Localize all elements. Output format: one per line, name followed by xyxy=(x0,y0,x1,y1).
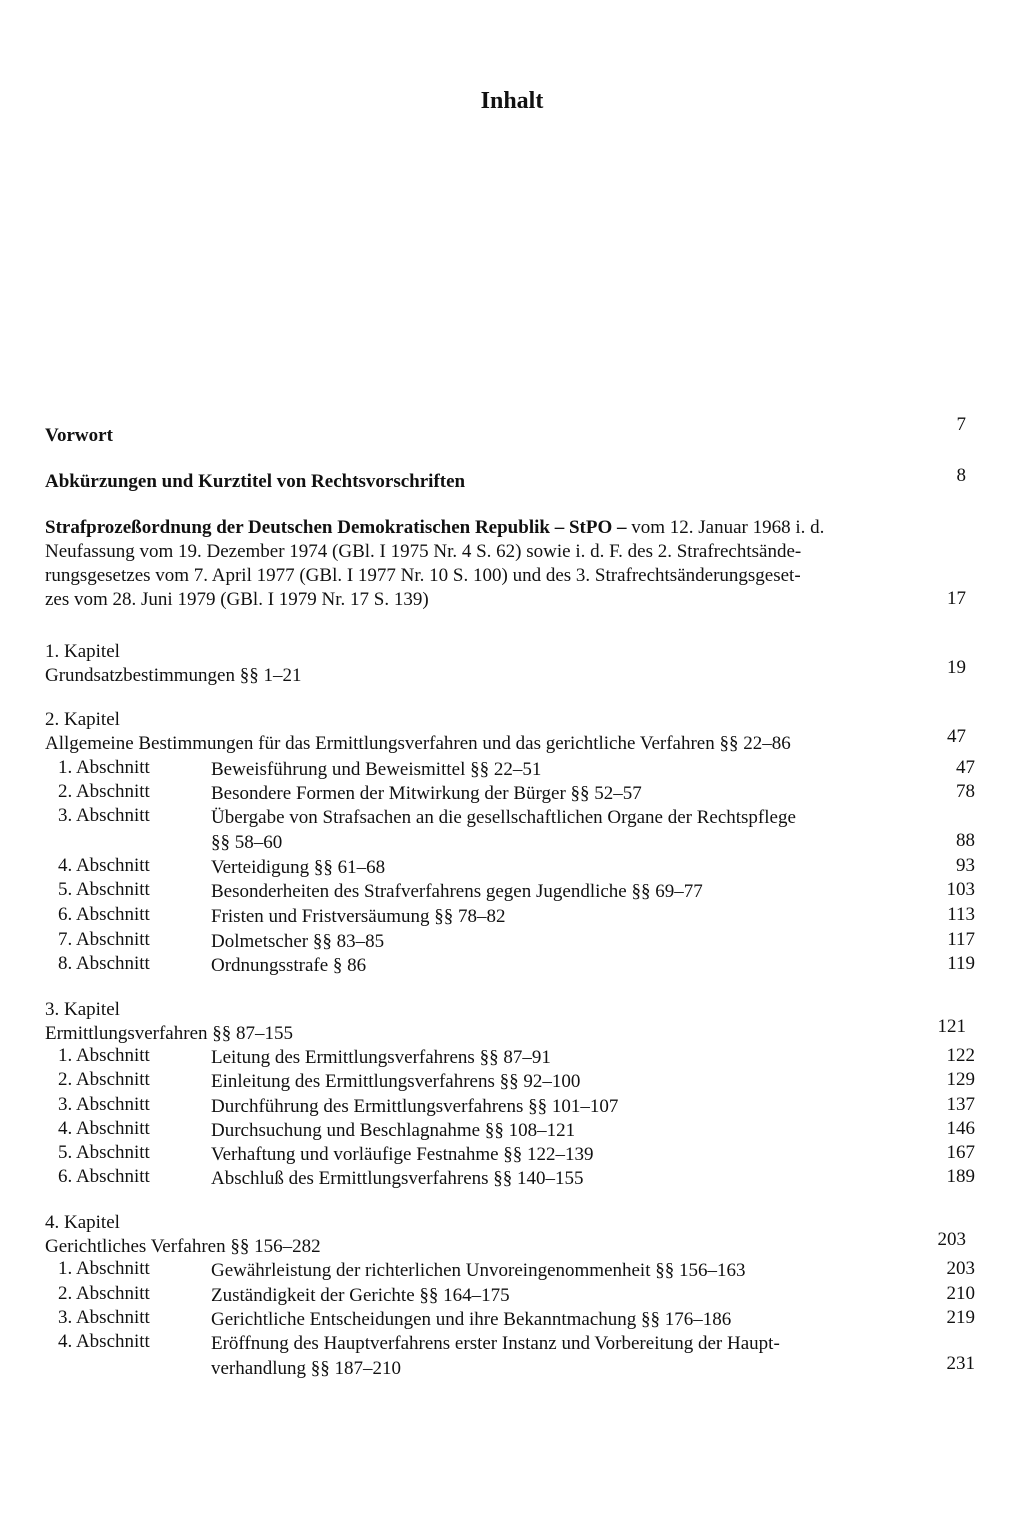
abschnitt-title: Beweisführung und Beweismittel §§ 22–51 xyxy=(211,759,542,780)
abschnitt-label: 2. Abschnitt xyxy=(58,781,150,802)
abschnitt-label: 4. Abschnitt xyxy=(58,855,150,876)
abschnitt-page: 219 xyxy=(946,1307,975,1328)
k2-abschnitt-4 xyxy=(45,855,975,880)
k4-abschnitt-3 xyxy=(45,1307,975,1332)
k3-abschnitt-1 xyxy=(45,1045,975,1070)
abschnitt-title: Eröffnung des Hauptverfahrens erster Instanz und Vorbereitung der Haupt- xyxy=(211,1333,780,1354)
abschnitt-title-cont: verhandlung §§ 187–210 xyxy=(211,1358,401,1379)
abschnitt-title: Leitung des Ermittlungsverfahrens §§ 87–91 xyxy=(211,1047,551,1068)
k3-abschnitt-5 xyxy=(45,1142,975,1167)
abschnitt-title: Durchsuchung und Beschlagnahme §§ 108–121 xyxy=(211,1120,576,1141)
abschnitt-page: 231 xyxy=(946,1353,975,1374)
abschnitt-label: 3. Abschnitt xyxy=(58,1307,150,1328)
abschnitt-title: Dolmetscher §§ 83–85 xyxy=(211,931,385,952)
abschnitt-label: 6. Abschnitt xyxy=(58,904,150,925)
abschnitt-title-block xyxy=(211,1331,911,1381)
kapitel-1-page: 19 xyxy=(947,657,966,678)
abschnitt-page: 117 xyxy=(947,929,975,950)
abschnitt-title: Abschluß des Ermittlungsverfahrens §§ 140–155 xyxy=(211,1168,584,1189)
abschnitt-page: 93 xyxy=(956,855,975,876)
abschnitt-page: 47 xyxy=(956,757,975,778)
kapitel-2-title: Allgemeine Bestimmungen für das Ermittlungsverfahren und das gerichtliche Verfahren §§ 22–86 xyxy=(45,733,791,754)
kapitel-1-title: Grundsatzbestimmungen §§ 1–21 xyxy=(45,665,302,686)
abschnitt-page: 137 xyxy=(946,1094,975,1115)
toc-page-vorwort: 7 xyxy=(956,414,966,435)
abschnitt-title: Gewährleistung der richterlichen Unvoreingenommenheit §§ 156–163 xyxy=(211,1260,746,1281)
abschnitt-title: Zuständigkeit der Gerichte §§ 164–175 xyxy=(211,1285,510,1306)
abschnitt-label: 1. Abschnitt xyxy=(58,757,150,778)
abschnitt-page: 146 xyxy=(946,1118,975,1139)
k2-abschnitt-1 xyxy=(45,757,975,782)
abschnitt-label: 2. Abschnitt xyxy=(58,1069,150,1090)
abschnitt-title-cont: §§ 58–60 xyxy=(211,832,283,853)
abschnitt-page: 210 xyxy=(946,1283,975,1304)
abschnitt-label: 3. Abschnitt xyxy=(58,1094,150,1115)
toc-page-stpo: 17 xyxy=(947,588,966,609)
abschnitt-title: Ordnungsstrafe § 86 xyxy=(211,955,367,976)
kapitel-4-title: Gerichtliches Verfahren §§ 156–282 xyxy=(45,1236,321,1257)
abschnitt-page: 129 xyxy=(946,1069,975,1090)
k3-abschnitt-3 xyxy=(45,1094,975,1119)
kapitel-3-page: 121 xyxy=(937,1016,966,1037)
abschnitt-label: 5. Abschnitt xyxy=(58,879,150,900)
abschnitt-label: 2. Abschnitt xyxy=(58,1283,150,1304)
abschnitt-label: 3. Abschnitt xyxy=(58,805,150,826)
toc-entry-vorwort: Vorwort xyxy=(45,425,113,446)
abschnitt-page: 119 xyxy=(947,953,975,974)
abschnitt-title: Einleitung des Ermittlungsverfahrens §§ 92–100 xyxy=(211,1071,581,1092)
k4-abschnitt-4 xyxy=(45,1331,975,1381)
k4-abschnitt-2 xyxy=(45,1283,975,1308)
k2-abschnitt-2 xyxy=(45,781,975,806)
k3-abschnitt-6 xyxy=(45,1166,975,1191)
k2-abschnitt-8 xyxy=(45,953,975,978)
abschnitt-label: 8. Abschnitt xyxy=(58,953,150,974)
abschnitt-title: Fristen und Fristversäumung §§ 78–82 xyxy=(211,906,506,927)
kapitel-3-title: Ermittlungsverfahren §§ 87–155 xyxy=(45,1023,294,1044)
abschnitt-title: Verteidigung §§ 61–68 xyxy=(211,857,386,878)
kapitel-2-heading: 2. Kapitel xyxy=(45,709,120,730)
abschnitt-page: 103 xyxy=(946,879,975,900)
abschnitt-label: 1. Abschnitt xyxy=(58,1045,150,1066)
abschnitt-label: 4. Abschnitt xyxy=(58,1331,150,1352)
k2-abschnitt-6 xyxy=(45,904,975,929)
stpo-line-1: vom 12. Januar 1968 i. d. xyxy=(626,517,825,538)
abschnitt-title: Gerichtliche Entscheidungen und ihre Bekanntmachung §§ 176–186 xyxy=(211,1309,732,1330)
stpo-bold-title: Strafprozeßordnung der Deutschen Demokratischen Republik – StPO – xyxy=(45,517,627,538)
abschnitt-title: Übergabe von Strafsachen an die gesellschaftlichen Organe der Rechtspflege xyxy=(211,807,796,828)
stpo-line-2: Neufassung vom 19. Dezember 1974 (GBl. I 1975 Nr. 4 S. 62) sowie i. d. F. des 2. Strafrechtsände- xyxy=(45,541,802,562)
abschnitt-label: 1. Abschnitt xyxy=(58,1258,150,1279)
abschnitt-title: Besondere Formen der Mitwirkung der Bürger §§ 52–57 xyxy=(211,783,642,804)
toc-entry-stpo xyxy=(45,516,885,612)
abschnitt-title: Verhaftung und vorläufige Festnahme §§ 122–139 xyxy=(211,1144,594,1165)
abschnitt-page: 189 xyxy=(946,1166,975,1187)
abschnitt-label: 5. Abschnitt xyxy=(58,1142,150,1163)
k2-abschnitt-7 xyxy=(45,929,975,954)
abschnitt-page: 122 xyxy=(946,1045,975,1066)
abschnitt-title-block xyxy=(211,805,911,855)
abschnitt-label: 7. Abschnitt xyxy=(58,929,150,950)
kapitel-1-heading: 1. Kapitel xyxy=(45,641,120,662)
k4-abschnitt-1 xyxy=(45,1258,975,1283)
abschnitt-page: 113 xyxy=(947,904,975,925)
abschnitt-label: 4. Abschnitt xyxy=(58,1118,150,1139)
k3-abschnitt-4 xyxy=(45,1118,975,1143)
k3-abschnitt-2 xyxy=(45,1069,975,1094)
toc-page-abkuerzungen: 8 xyxy=(956,465,966,486)
abschnitt-page: 203 xyxy=(946,1258,975,1279)
stpo-line-4: zes vom 28. Juni 1979 (GBl. I 1979 Nr. 17 S. 139) xyxy=(45,589,429,610)
abschnitt-title: Durchführung des Ermittlungsverfahrens §§ 101–107 xyxy=(211,1096,619,1117)
abschnitt-label: 6. Abschnitt xyxy=(58,1166,150,1187)
page-title: Inhalt xyxy=(480,88,544,114)
kapitel-3-heading: 3. Kapitel xyxy=(45,999,120,1020)
kapitel-2-page: 47 xyxy=(947,726,966,747)
k2-abschnitt-3 xyxy=(45,805,975,855)
abschnitt-page: 88 xyxy=(956,830,975,851)
abschnitt-title: Besonderheiten des Strafverfahrens gegen Jugendliche §§ 69–77 xyxy=(211,881,703,902)
abschnitt-page: 78 xyxy=(956,781,975,802)
stpo-line-3: rungsgesetzes vom 7. April 1977 (GBl. I 1977 Nr. 10 S. 100) und des 3. Strafrechtsänderungsgeset- xyxy=(45,565,801,586)
toc-entry-abkuerzungen: Abkürzungen und Kurztitel von Rechtsvorschriften xyxy=(45,471,466,492)
abschnitt-page: 167 xyxy=(946,1142,975,1163)
kapitel-4-page: 203 xyxy=(937,1229,966,1250)
kapitel-4-heading: 4. Kapitel xyxy=(45,1212,120,1233)
k2-abschnitt-5 xyxy=(45,879,975,904)
